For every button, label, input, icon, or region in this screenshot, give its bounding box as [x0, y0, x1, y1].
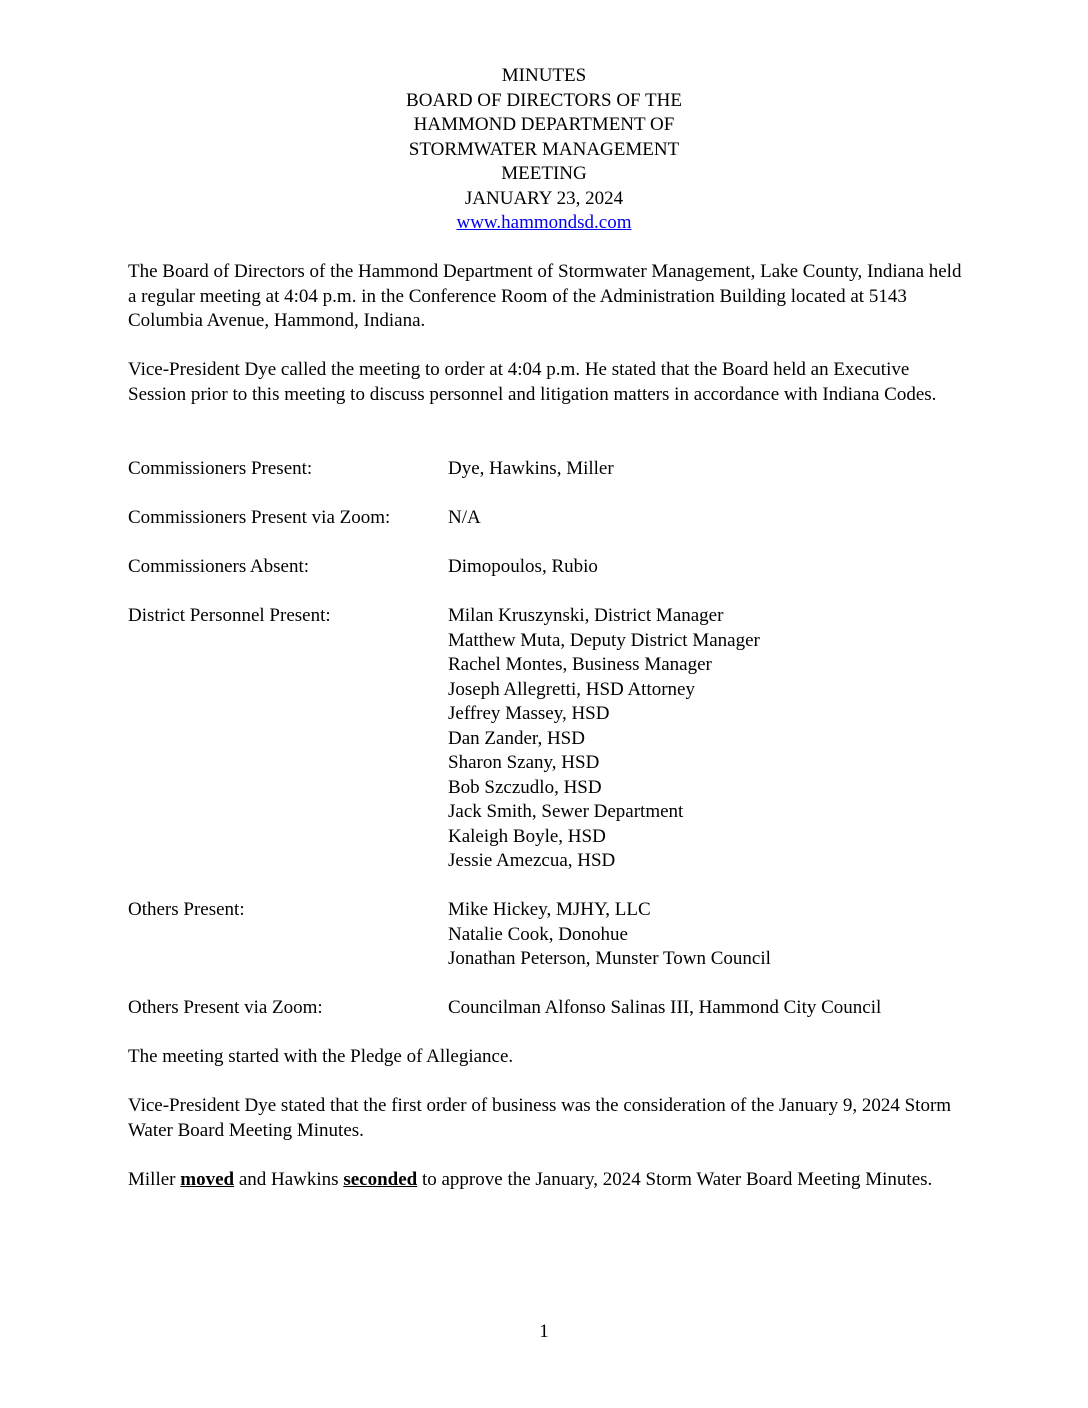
attendance-name: Sharon Szany, HSD [448, 752, 600, 773]
header-title: MINUTES [501, 65, 587, 86]
attendance-name: Mike Hickey, MJHY, LLC [448, 899, 651, 920]
header-date: JANUARY 23, 2024 [464, 187, 624, 209]
first-order-paragraph: Vice-President Dye stated that the first order of business was the consideration of the January 9, 2024 Storm Water Board Meeting Minutes. [128, 1095, 952, 1141]
attendance-values [448, 555, 968, 580]
motion-text: to approve the January, 2024 Storm Water Board Meeting Minutes. [417, 1169, 933, 1190]
page-number: 1 [539, 1321, 549, 1342]
motion-text: Miller [128, 1169, 181, 1190]
document-header [0, 64, 1088, 236]
attendance-name: Dye, Hawkins, Miller [448, 458, 614, 479]
attendance-values [448, 506, 968, 531]
attendance-name: Kaleigh Boyle, HSD [448, 825, 606, 847]
attendance-name: Bob Szczudlo, HSD [448, 776, 602, 798]
attendance-label: Commissioners Present via Zoom: [128, 507, 391, 528]
attendance-name: Dimopoulos, Rubio [448, 556, 598, 577]
pledge-paragraph: The meeting started with the Pledge of Allegiance. [128, 1046, 514, 1067]
header-board-line: BOARD OF DIRECTORS OF THE [406, 89, 682, 111]
attendance-values [448, 996, 968, 1021]
attendance-label: Commissioners Present: [128, 458, 313, 479]
attendance-name: Jonathan Peterson, Munster Town Council [448, 948, 771, 969]
attendance-name: Milan Kruszynski, District Manager [448, 605, 724, 626]
attendance-name: Dan Zander, HSD [448, 727, 585, 749]
attendance-label: District Personnel Present: [128, 605, 331, 626]
attendance-name: Jeffrey Massey, HSD [448, 703, 610, 724]
attendance-name: Jack Smith, Sewer Department [448, 801, 684, 822]
attendance-name: Natalie Cook, Donohue [448, 923, 628, 945]
attendance-values [448, 457, 968, 482]
header-management-line: STORMWATER MANAGEMENT [408, 138, 680, 160]
motion-text: and Hawkins [234, 1169, 344, 1190]
attendance-name: Joseph Allegretti, HSD Attorney [448, 678, 695, 700]
moved-keyword: moved [180, 1169, 235, 1190]
intro-paragraph: The Board of Directors of the Hammond Department of Stormwater Management, Lake County, Indiana held a regular meeting at 4:04 p.m. in the Conference Room of the Administration Building located at 5143 Columbia Avenue, Hammond, Indiana. [128, 261, 962, 331]
website-link[interactable]: www.hammondsd.com [456, 212, 632, 233]
seconded-keyword: seconded [343, 1169, 418, 1190]
attendance-name: Councilman Alfonso Salinas III, Hammond City Council [448, 997, 882, 1018]
attendance-label: Others Present: [128, 899, 245, 920]
attendance-values [448, 604, 968, 874]
header-department-line: HAMMOND DEPARTMENT OF [413, 114, 675, 135]
attendance-name: Jessie Amezcua, HSD [448, 850, 616, 871]
header-meeting-line: MEETING [501, 163, 587, 184]
attendance-name: Matthew Muta, Deputy District Manager [448, 629, 760, 651]
motion-paragraph [128, 1168, 968, 1193]
attendance-values [448, 898, 968, 972]
attendance-label: Commissioners Absent: [128, 556, 310, 577]
call-to-order-paragraph: Vice-President Dye called the meeting to order at 4:04 p.m. He stated that the Board held an Executive Session prior to this meeting to discuss personnel and litigation matters in accordance with Indiana Codes. [128, 359, 937, 405]
attendance-name: N/A [448, 507, 481, 528]
attendance-name: Rachel Montes, Business Manager [448, 654, 712, 675]
attendance-label: Others Present via Zoom: [128, 997, 323, 1018]
